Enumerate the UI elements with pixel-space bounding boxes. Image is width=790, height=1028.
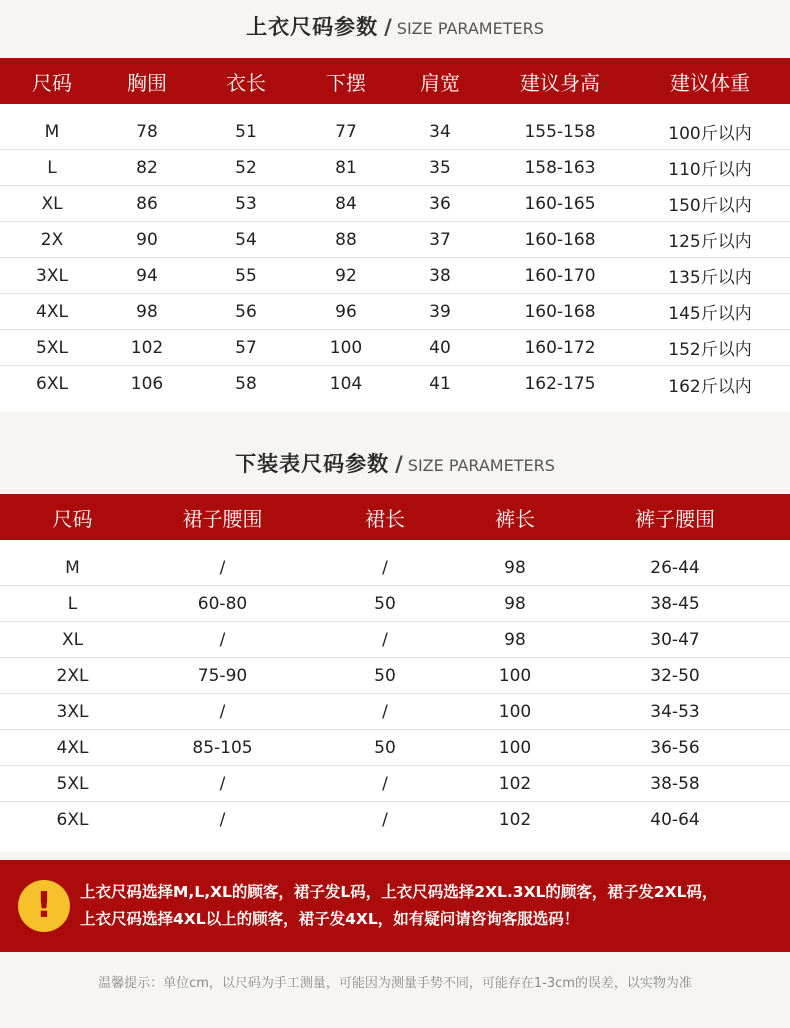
bottom-table-cell: 100 [498,665,532,686]
notice-text [80,879,718,933]
bottom-table-row [0,730,790,766]
bottom-table-cell: 34-53 [650,701,700,722]
bottom-table-row [0,550,790,586]
bottom-table-cell: 32-50 [650,665,700,686]
top-table-cell: 78 [136,121,158,142]
bottom-section-title [0,448,790,478]
top-table-cell: 5XL [36,337,68,358]
bottom-header-skirt-length: 裙长 [365,506,405,531]
top-table-cell: 162斤以内 [668,376,752,397]
top-table-cell: 100斤以内 [668,124,752,144]
bottom-table-cell: 50 [374,737,396,758]
bottom-table-cell: 26-44 [650,557,700,578]
top-table-cell: 145斤以内 [668,304,752,324]
top-table-cell: M [44,121,60,142]
top-table-cell: 2X [40,229,64,250]
top-table-cell: 77 [335,121,357,142]
bottom-table-cell: 38-58 [650,773,700,794]
bottom-header-pants-length: 裤长 [495,506,535,531]
top-table-cell: 150斤以内 [668,196,752,216]
bottom-table-cell: / [382,810,388,830]
top-table-cell: 36 [429,193,451,214]
bottom-table-row [0,658,790,694]
top-table-cell: 86 [136,193,158,214]
top-table-cell: 34 [429,121,451,142]
top-table-row [0,114,790,150]
bottom-table-header [0,494,790,540]
bottom-table-cell: 85-105 [192,737,253,758]
top-table-cell: 88 [335,229,357,250]
top-table-cell: XL [41,193,63,214]
top-table-cell: 94 [136,265,158,286]
top-table-cell: 90 [136,229,158,250]
exclamation-glyph: ! [35,885,53,926]
bottom-table-cell: 3XL [56,701,89,722]
top-title-separator: / [384,15,393,39]
bottom-table-cell: 5XL [56,773,89,794]
bottom-table-row [0,802,790,838]
bottom-table-cell: 40-64 [650,810,700,830]
bottom-table-cell: 60-80 [197,593,248,614]
top-table-cell: L [47,157,57,178]
bottom-table-cell: / [219,773,226,794]
bottom-table-cell: 100 [498,737,532,758]
bottom-table-cell: 75-90 [197,665,248,686]
top-table-cell: 4XL [36,301,68,322]
bottom-table-cell: 6XL [56,810,89,830]
bottom-table-row [0,586,790,622]
bottom-table-cell: / [382,773,388,794]
top-table-cell: 54 [235,229,257,250]
top-table-cell: 155-158 [524,121,596,142]
top-header-length: 衣长 [226,70,266,95]
top-table-cell: 39 [429,301,451,322]
bottom-title-cn: 下装表尺码参数 [235,452,390,476]
bottom-table-cell: / [219,701,226,722]
top-table-cell: 160-168 [524,229,596,250]
top-table-cell: 152斤以内 [668,340,752,360]
top-table-cell: 92 [335,265,357,286]
bottom-table-cell: 98 [504,629,526,650]
top-table-cell: 52 [235,157,257,178]
bottom-table-cell: 100 [498,701,532,722]
bottom-table-body [0,540,790,852]
top-table-cell: 84 [335,193,357,214]
top-table-body [0,104,790,412]
top-table-cell: 51 [235,121,257,142]
top-table-cell: 160-172 [524,337,596,358]
bottom-table-cell: / [382,629,388,650]
bottom-title-en: SIZE PARAMETERS [407,456,555,475]
bottom-table-row [0,622,790,658]
top-table-cell: 135斤以内 [668,268,752,288]
notice-banner [0,860,790,952]
bottom-size-table [0,494,790,852]
top-table-cell: 106 [130,374,164,394]
bottom-table-cell: / [219,557,226,578]
top-table-cell: 58 [235,374,257,394]
top-table-cell: 56 [235,301,257,322]
bottom-table-cell: 102 [498,773,532,794]
exclamation-icon [18,880,70,932]
top-table-header [0,58,790,104]
bottom-table-cell: / [382,557,388,578]
top-table-row [0,150,790,186]
top-table-cell: 55 [235,265,257,286]
bottom-table-cell: 50 [374,593,396,614]
top-table-cell: 40 [429,337,451,358]
bottom-table-cell: 2XL [56,665,89,686]
bottom-header-pants-waist: 裤子腰围 [635,506,715,531]
top-section-title [0,11,790,41]
bottom-table-cell: M [65,557,80,578]
bottom-title-separator: / [395,452,404,476]
top-table-cell: 102 [130,337,164,358]
top-table-row [0,258,790,294]
top-table-row [0,330,790,366]
top-table-cell: 81 [335,157,357,178]
top-table-cell: 37 [429,229,451,250]
top-table-cell: 53 [235,193,257,214]
bottom-table-cell: 38-45 [650,593,700,614]
bottom-table-cell: 98 [504,593,526,614]
bottom-table-cell: / [382,701,388,722]
bottom-header-skirt-waist: 裙子腰围 [182,506,263,531]
bottom-table-cell: 36-56 [650,737,700,758]
bottom-table-cell: 30-47 [650,629,700,650]
top-table-cell: 100 [329,337,363,358]
top-table-cell: 125斤以内 [668,232,752,252]
top-table-cell: 160-168 [524,301,596,322]
top-header-chest: 胸围 [127,70,167,95]
top-table-cell: 35 [429,157,451,178]
bottom-table-cell: 102 [498,810,532,830]
top-table-cell: 110斤以内 [668,160,752,180]
top-table-cell: 104 [329,374,363,394]
top-table-cell: 82 [136,157,158,178]
top-table-cell: 158-163 [524,157,596,178]
top-size-table [0,58,790,412]
top-header-hem: 下摆 [326,70,366,95]
bottom-table-cell: 50 [374,665,396,686]
top-title-en: SIZE PARAMETERS [396,19,544,38]
top-header-height: 建议身高 [520,70,600,95]
top-header-weight: 建议体重 [670,70,750,95]
top-table-cell: 6XL [36,374,68,394]
bottom-table-cell: L [67,593,78,614]
bottom-table-cell: 4XL [56,737,89,758]
top-table-row [0,186,790,222]
footer-tip: 温馨提示：单位cm，以尺码为手工测量，可能因为测量手势不同，可能存在1-3cm的误差，以实物为准 [98,976,692,991]
bottom-table-cell: 98 [504,557,526,578]
top-table-cell: 38 [429,265,451,286]
top-table-cell: 41 [429,374,451,394]
bottom-table-cell: / [219,810,226,830]
notice-line-2: 上衣尺码选择4XL以上的顾客，裙子发4XL，如有疑问请咨询客服选码！ [80,910,580,928]
top-table-cell: 96 [335,301,357,322]
top-table-cell: 98 [136,301,158,322]
top-title-cn: 上衣尺码参数 [246,15,379,39]
top-table-cell: 162-175 [524,374,596,394]
top-header-shoulder: 肩宽 [420,70,460,95]
top-table-row [0,294,790,330]
bottom-table-row [0,694,790,730]
top-table-row [0,366,790,402]
top-table-cell: 160-165 [524,193,596,214]
notice-line-1: 上衣尺码选择M,L,XL的顾客，裙子发L码，上衣尺码选择2XL.3XL的顾客，裙子发2XL码， [80,883,718,901]
bottom-table-cell: / [219,629,226,650]
top-table-cell: 57 [235,337,257,358]
bottom-table-row [0,766,790,802]
bottom-header-size: 尺码 [52,506,93,531]
top-table-row [0,222,790,258]
top-table-cell: 3XL [36,265,68,286]
bottom-table-cell: XL [61,629,84,650]
top-table-cell: 160-170 [524,265,596,286]
top-header-size: 尺码 [32,70,72,95]
